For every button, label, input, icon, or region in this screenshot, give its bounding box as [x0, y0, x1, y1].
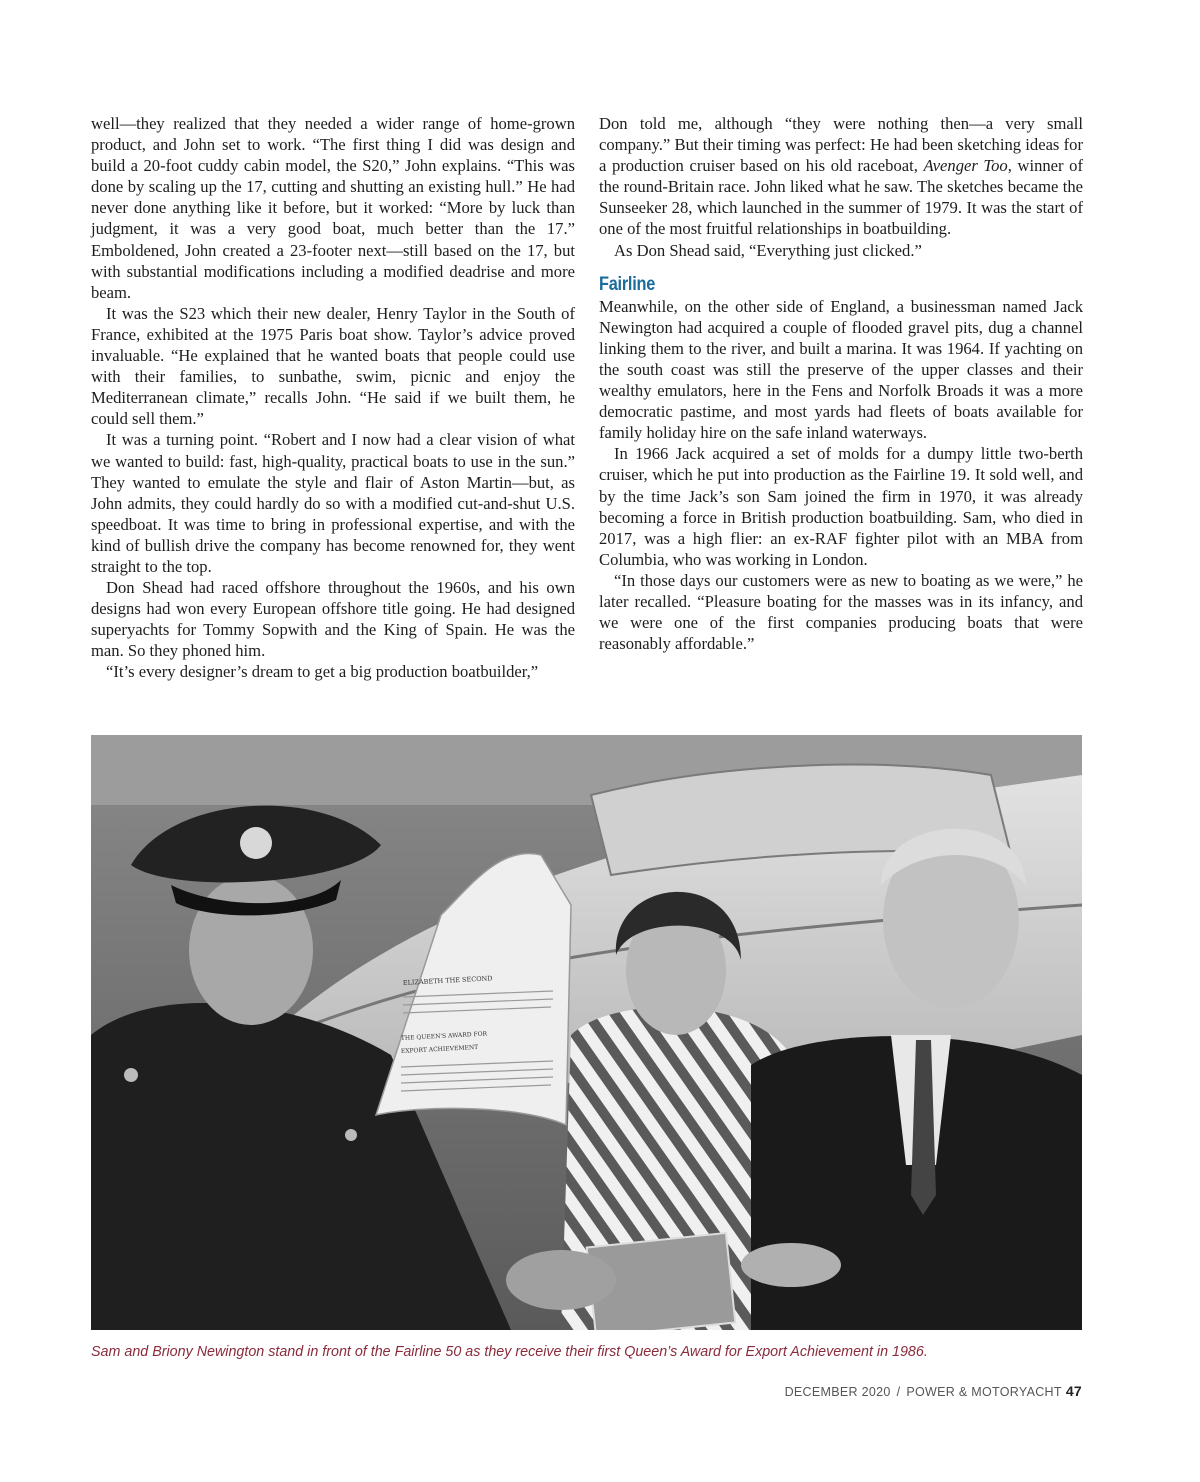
body-paragraph: It was the S23 which their new dealer, Henry Taylor in the South of France, exhibited at the 1975 Paris boat show. Taylor’s advice proved invaluable. “He explained that he wanted boats that people could use with their families, to sunbathe, swim, picnic and enjoy the Mediterranean climate,” recalls John. “He said if we built them, he could sell them.” — [91, 303, 575, 429]
hand — [741, 1243, 841, 1287]
uniform-button — [124, 1068, 138, 1082]
body-paragraph: Meanwhile, on the other side of England, a businessman named Jack Newington had acquired a couple of flooded gravel pits, dug a channel linking them to the river, and built a marina. It was 1964. If yachting on the south coast was still the preserve of the upper classes and their wealthy emulators, here in the Fens and Norfolk Broads it was a more democratic pastime, and most yards had fleets of boats available for family holiday hire on the safe inland waterways. — [599, 296, 1083, 443]
body-text: , winner of the round-Britain race. John liked what he saw. The sketches became the Sunseeker 28, which launched in the summer of 1979. It was the start of one of the most fruitful relationships in boatbuilding. — [599, 156, 1083, 239]
page-folio — [785, 1383, 1082, 1400]
right-column — [599, 113, 1083, 654]
body-paragraph — [599, 113, 1083, 240]
left-column — [91, 113, 575, 683]
uniform-button — [345, 1129, 357, 1141]
issue-date: DECEMBER 2020 — [784, 1385, 891, 1399]
certificate-line: EXPORT ACHIEVEMENT — [400, 1043, 479, 1055]
section-heading: Fairline — [599, 273, 656, 295]
officer-face — [189, 875, 313, 1025]
body-paragraph: It was a turning point. “Robert and I now had a clear vision of what we wanted to build: fast, high-quality, practical boats to use in the sun.” They wanted to emulate the style and flair of Aston Martin—but, as John admits, they could hardly do so with a modified cut-and-shut U.S. speedboat. It was time to bring in professional expertise, and with the kind of bullish drive the company has become renowned for, they went straight to the top. — [91, 430, 575, 576]
hand — [506, 1250, 616, 1310]
body-paragraph: well—they realized that they needed a wider range of home-grown product, and John set to work. “The first thing I did was design and build a 20-foot cuddy cabin model, the S20,” John explains. “This was done by scaling up the 17, cutting and shutting an existing hull.” He had never done anything like it before, but it worked: “More by luck than judgment, it was a very good boat, much better than the 17.” Emboldened, John created a 23-footer next—still based on the 17, but with substantial modifications including a modified deadrise and more beam. — [91, 114, 575, 302]
photo-caption: Sam and Briony Newington stand in front of the Fairline 50 as they receive their first Queen’s Award for Export Achievement in 1986. — [91, 1344, 928, 1360]
award-photo — [91, 735, 1082, 1330]
body-paragraph: “In those days our customers were as new to boating as we were,” he later recalled. “Pleasure boating for the masses was in its infancy, and we were one of the first companies producing boats that were reasonably affordable.” — [599, 570, 1083, 654]
body-paragraph: Don Shead had raced offshore throughout the 1960s, and his own designs had won every European offshore title going. He had designed superyachts for Tommy Sopwith and the King of Spain. He was the man. So they phoned him. — [91, 578, 575, 661]
boat-name: Avenger Too — [923, 156, 1008, 176]
body-paragraph: “It’s every designer’s dream to get a big production boatbuilder,” — [106, 662, 539, 682]
folio-separator: / — [896, 1385, 901, 1399]
body-text: Don told me, although “they were nothing then—a very small company.” But their timing was perfect: He had been sketching ideas for a production cruiser based on his old raceboat, — [599, 114, 1083, 176]
body-paragraph: As Don Shead said, “Everything just clicked.” — [614, 240, 922, 260]
certificate-line: THE QUEEN'S AWARD FOR — [400, 1030, 488, 1042]
certificate-line: ELIZABETH THE SECOND — [402, 974, 493, 987]
magazine-name: POWER & MOTORYACHT — [906, 1385, 1062, 1399]
body-paragraph: In 1966 Jack acquired a set of molds for a dumpy little two-berth cruiser, which he put into production as the Fairline 19. It sold well, and by the time Jack’s son Sam joined the firm in 1970, it was already becoming a force in British production boatbuilding. Sam, who died in 2017, was a high flier: an ex-RAF fighter pilot with an MBA from Columbia, who was working in London. — [599, 444, 1083, 569]
page-number: 47 — [1065, 1383, 1082, 1399]
cap-badge — [240, 827, 272, 859]
